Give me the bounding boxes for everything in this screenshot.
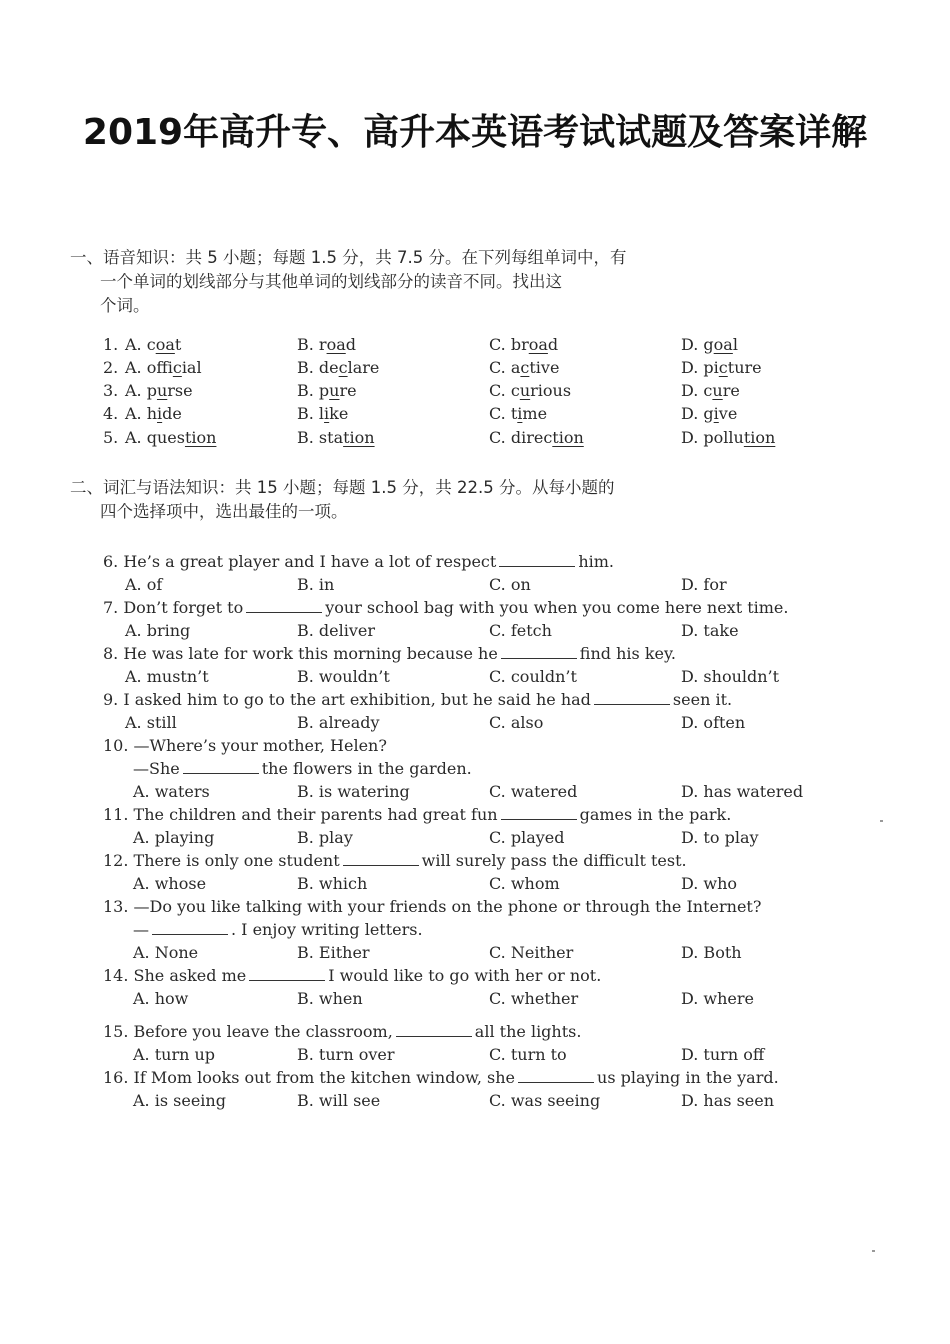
answer-option-d: D. for xyxy=(681,575,727,594)
underlined-segment: oa xyxy=(713,335,733,354)
stem-text: 11. The children and their parents had great fun xyxy=(103,805,498,824)
section2-heading xyxy=(70,476,670,524)
answer-option-d: D. where xyxy=(681,989,755,1008)
question-stem xyxy=(103,1020,581,1043)
option-d xyxy=(681,356,762,379)
options-row xyxy=(0,941,950,964)
phonetics-row xyxy=(0,379,950,402)
option-a xyxy=(125,426,216,449)
answer-option-c: C. watered xyxy=(489,782,578,801)
question-number: 1. xyxy=(103,335,119,354)
answer-option-b: B. when xyxy=(297,989,363,1008)
word-segment: d xyxy=(345,335,356,354)
question-stem xyxy=(103,550,614,573)
option-b xyxy=(297,402,348,425)
options-row xyxy=(0,573,950,596)
answer-option-a: A. how xyxy=(133,989,189,1008)
stem-text: us playing in the yard. xyxy=(597,1068,779,1087)
word-segment: t xyxy=(174,335,182,354)
stem-text: 8. He was late for work this morning because he xyxy=(103,644,498,663)
answer-option-a: A. of xyxy=(125,575,163,594)
word-segment: re xyxy=(722,381,740,400)
answer-option-c: C. turn to xyxy=(489,1045,567,1064)
option-c xyxy=(489,356,559,379)
options-row xyxy=(0,826,950,849)
underlined-segment: i xyxy=(517,404,523,423)
answer-option-a: A. mustn’t xyxy=(125,667,209,686)
option-c xyxy=(489,402,547,425)
word-segment: A. h xyxy=(125,404,158,423)
question-stem xyxy=(103,734,387,757)
stem-text: 16. If Mom looks out from the kitchen window, she xyxy=(103,1068,516,1087)
answer-option-c: C. fetch xyxy=(489,621,552,640)
underlined-segment: tion xyxy=(743,428,776,447)
word-segment: B. sta xyxy=(297,428,344,447)
word-segment: ve xyxy=(718,404,738,423)
page-title: 2019年高升专、高升本英语考试试题及答案详解 xyxy=(82,112,868,153)
options-row xyxy=(0,1043,950,1066)
word-segment: lare xyxy=(347,358,380,377)
answer-blank xyxy=(518,1068,594,1083)
underlined-segment: u xyxy=(519,381,531,400)
answer-blank xyxy=(501,644,577,659)
answer-option-a: A. None xyxy=(133,943,199,962)
options-row xyxy=(0,780,950,803)
answer-option-d: D. who xyxy=(681,874,738,893)
answer-blank xyxy=(499,552,575,567)
stem-text: him. xyxy=(578,552,614,571)
scan-speck xyxy=(872,1250,875,1252)
option-a xyxy=(125,333,181,356)
option-b xyxy=(297,379,357,402)
stem-text: — xyxy=(133,920,149,939)
word-segment: d xyxy=(547,335,559,354)
answer-blank xyxy=(343,851,419,866)
answer-option-b: B. already xyxy=(297,713,380,732)
option-d xyxy=(681,426,775,449)
option-d xyxy=(681,379,740,402)
underlined-segment: tion xyxy=(552,428,584,447)
stem-text: 7. Don’t forget to xyxy=(103,598,244,617)
question-stem-line2 xyxy=(133,918,423,941)
answer-option-d: D. take xyxy=(681,621,739,640)
option-a xyxy=(125,402,182,425)
word-segment: B. de xyxy=(297,358,339,377)
question-stem xyxy=(103,596,788,619)
word-segment: tive xyxy=(529,358,560,377)
answer-blank xyxy=(594,690,670,705)
answer-option-b: B. play xyxy=(297,828,353,847)
word-segment: C. a xyxy=(489,358,521,377)
underlined-segment: oa xyxy=(155,335,175,354)
word-segment: l xyxy=(732,335,738,354)
stem-text: find his key. xyxy=(579,644,676,663)
answer-option-d: D. often xyxy=(681,713,746,732)
underlined-segment: c xyxy=(718,358,728,377)
answer-option-a: A. is seeing xyxy=(133,1091,226,1110)
word-segment: B. l xyxy=(297,404,325,423)
stem-text: games in the park. xyxy=(579,805,732,824)
answer-blank xyxy=(501,805,577,820)
word-segment: D. c xyxy=(681,381,713,400)
answer-blank xyxy=(396,1022,472,1037)
phonetics-row xyxy=(0,402,950,425)
answer-option-a: A. whose xyxy=(133,874,207,893)
underlined-segment: i xyxy=(713,404,719,423)
stem-text: 6. He’s a great player and I have a lot of respect xyxy=(103,552,497,571)
word-segment: de xyxy=(162,404,182,423)
section1-heading-line2: 一个单词的划线部分与其他单词的划线部分的读音不同。找出这 xyxy=(100,272,562,291)
options-row xyxy=(0,619,950,642)
stem-text: seen it. xyxy=(672,690,733,709)
stem-text: . I enjoy writing letters. xyxy=(231,920,423,939)
word-segment: B. p xyxy=(297,381,330,400)
answer-option-d: D. has watered xyxy=(681,782,804,801)
answer-option-c: C. played xyxy=(489,828,565,847)
word-segment: D. pi xyxy=(681,358,719,377)
question-stem xyxy=(103,803,731,826)
phonetics-row xyxy=(0,333,950,356)
stem-text: 10. —Where’s your mother, Helen? xyxy=(103,736,387,755)
answer-option-b: B. which xyxy=(297,874,368,893)
word-segment: ke xyxy=(329,404,349,423)
option-d xyxy=(681,333,738,356)
stem-text: your school bag with you when you come here next time. xyxy=(325,598,789,617)
answer-blank xyxy=(152,920,228,935)
section2-heading-line1: 二、词汇与语法知识：共 15 小题；每题 1.5 分，共 22.5 分。从每小题的 xyxy=(70,478,615,497)
answer-option-a: A. bring xyxy=(125,621,191,640)
answer-option-b: B. turn over xyxy=(297,1045,395,1064)
section2-heading-line2: 四个选择项中，选出最佳的一项。 xyxy=(100,502,348,521)
answer-blank xyxy=(249,966,325,981)
answer-option-c: C. Neither xyxy=(489,943,574,962)
answer-option-d: D. has seen xyxy=(681,1091,775,1110)
answer-option-b: B. will see xyxy=(297,1091,381,1110)
answer-option-d: D. shouldn’t xyxy=(681,667,780,686)
underlined-segment: u xyxy=(156,381,168,400)
stem-text: 15. Before you leave the classroom, xyxy=(103,1022,393,1041)
option-b xyxy=(297,356,379,379)
stem-text: 13. —Do you like talking with your friends on the phone or through the Internet? xyxy=(103,897,762,916)
word-segment: A. offi xyxy=(125,358,173,377)
underlined-segment: oa xyxy=(326,335,346,354)
word-segment: re xyxy=(339,381,357,400)
stem-text: —She xyxy=(133,759,180,778)
options-row xyxy=(0,987,950,1010)
answer-option-b: B. deliver xyxy=(297,621,376,640)
section1-heading-line1: 一、语音知识：共 5 小题；每题 1.5 分，共 7.5 分。在下列每组单词中，有 xyxy=(70,248,627,267)
scan-speck xyxy=(880,820,883,822)
answer-blank xyxy=(183,759,259,774)
option-b xyxy=(297,426,375,449)
answer-option-a: A. turn up xyxy=(133,1045,216,1064)
stem-text: 9. I asked him to go to the art exhibition, but he said he had xyxy=(103,690,591,709)
answer-option-d: D. turn off xyxy=(681,1045,765,1064)
stem-text: will surely pass the difficult test. xyxy=(421,851,687,870)
answer-option-c: C. also xyxy=(489,713,544,732)
answer-option-b: B. wouldn’t xyxy=(297,667,390,686)
word-segment: A. c xyxy=(125,335,156,354)
word-segment: D. pollu xyxy=(681,428,744,447)
word-segment: A. p xyxy=(125,381,157,400)
answer-option-a: A. still xyxy=(125,713,177,732)
answer-option-b: B. is watering xyxy=(297,782,410,801)
options-row xyxy=(0,665,950,688)
stem-text: 12. There is only one student xyxy=(103,851,340,870)
word-segment: ial xyxy=(181,358,202,377)
word-segment: D. g xyxy=(681,404,714,423)
underlined-segment: oa xyxy=(528,335,548,354)
underlined-segment: i xyxy=(324,404,330,423)
answer-option-c: C. whom xyxy=(489,874,560,893)
word-segment: C. direc xyxy=(489,428,553,447)
options-row xyxy=(0,711,950,734)
option-a xyxy=(125,379,193,402)
word-segment: C. br xyxy=(489,335,529,354)
underlined-segment: c xyxy=(172,358,182,377)
section1-heading-line3: 个词。 xyxy=(100,296,150,315)
answer-option-c: C. whether xyxy=(489,989,579,1008)
answer-option-d: D. to play xyxy=(681,828,759,847)
option-b xyxy=(297,333,356,356)
question-stem-line2 xyxy=(133,757,472,780)
section1-heading xyxy=(70,246,670,318)
underlined-segment: tion xyxy=(343,428,375,447)
underlined-segment: u xyxy=(329,381,340,400)
word-segment: C. t xyxy=(489,404,518,423)
underlined-segment: c xyxy=(338,358,348,377)
stem-text: 14. She asked me xyxy=(103,966,247,985)
word-segment: rious xyxy=(530,381,572,400)
answer-option-c: C. was seeing xyxy=(489,1091,601,1110)
question-stem xyxy=(103,849,687,872)
word-segment: me xyxy=(522,404,548,423)
underlined-segment: c xyxy=(520,358,530,377)
underlined-segment: u xyxy=(712,381,723,400)
word-segment: rse xyxy=(167,381,193,400)
word-segment: B. r xyxy=(297,335,327,354)
question-number: 5. xyxy=(103,428,119,447)
answer-option-a: A. playing xyxy=(133,828,215,847)
answer-option-b: B. in xyxy=(297,575,335,594)
option-c xyxy=(489,333,558,356)
question-number: 3. xyxy=(103,381,119,400)
phonetics-row xyxy=(0,426,950,449)
underlined-segment: i xyxy=(157,404,163,423)
question-stem xyxy=(103,1066,779,1089)
word-segment: ture xyxy=(727,358,762,377)
answer-option-d: D. Both xyxy=(681,943,742,962)
stem-text: I would like to go with her or not. xyxy=(328,966,602,985)
word-segment: D. g xyxy=(681,335,714,354)
question-stem xyxy=(103,964,601,987)
options-row xyxy=(0,1089,950,1112)
stem-text: all the lights. xyxy=(474,1022,582,1041)
answer-option-c: C. couldn’t xyxy=(489,667,577,686)
option-c xyxy=(489,426,584,449)
answer-option-a: A. waters xyxy=(133,782,210,801)
question-stem xyxy=(103,642,676,665)
question-stem xyxy=(103,688,732,711)
answer-blank xyxy=(246,598,322,613)
answer-option-c: C. on xyxy=(489,575,531,594)
question-stem xyxy=(103,895,761,918)
underlined-segment: tion xyxy=(184,428,217,447)
word-segment: C. c xyxy=(489,381,520,400)
question-number: 4. xyxy=(103,404,119,423)
option-a xyxy=(125,356,202,379)
answer-option-b: B. Either xyxy=(297,943,370,962)
options-row xyxy=(0,872,950,895)
option-c xyxy=(489,379,571,402)
question-number: 2. xyxy=(103,358,119,377)
word-segment: A. ques xyxy=(125,428,185,447)
phonetics-row xyxy=(0,356,950,379)
option-d xyxy=(681,402,737,425)
stem-text: the flowers in the garden. xyxy=(261,759,472,778)
